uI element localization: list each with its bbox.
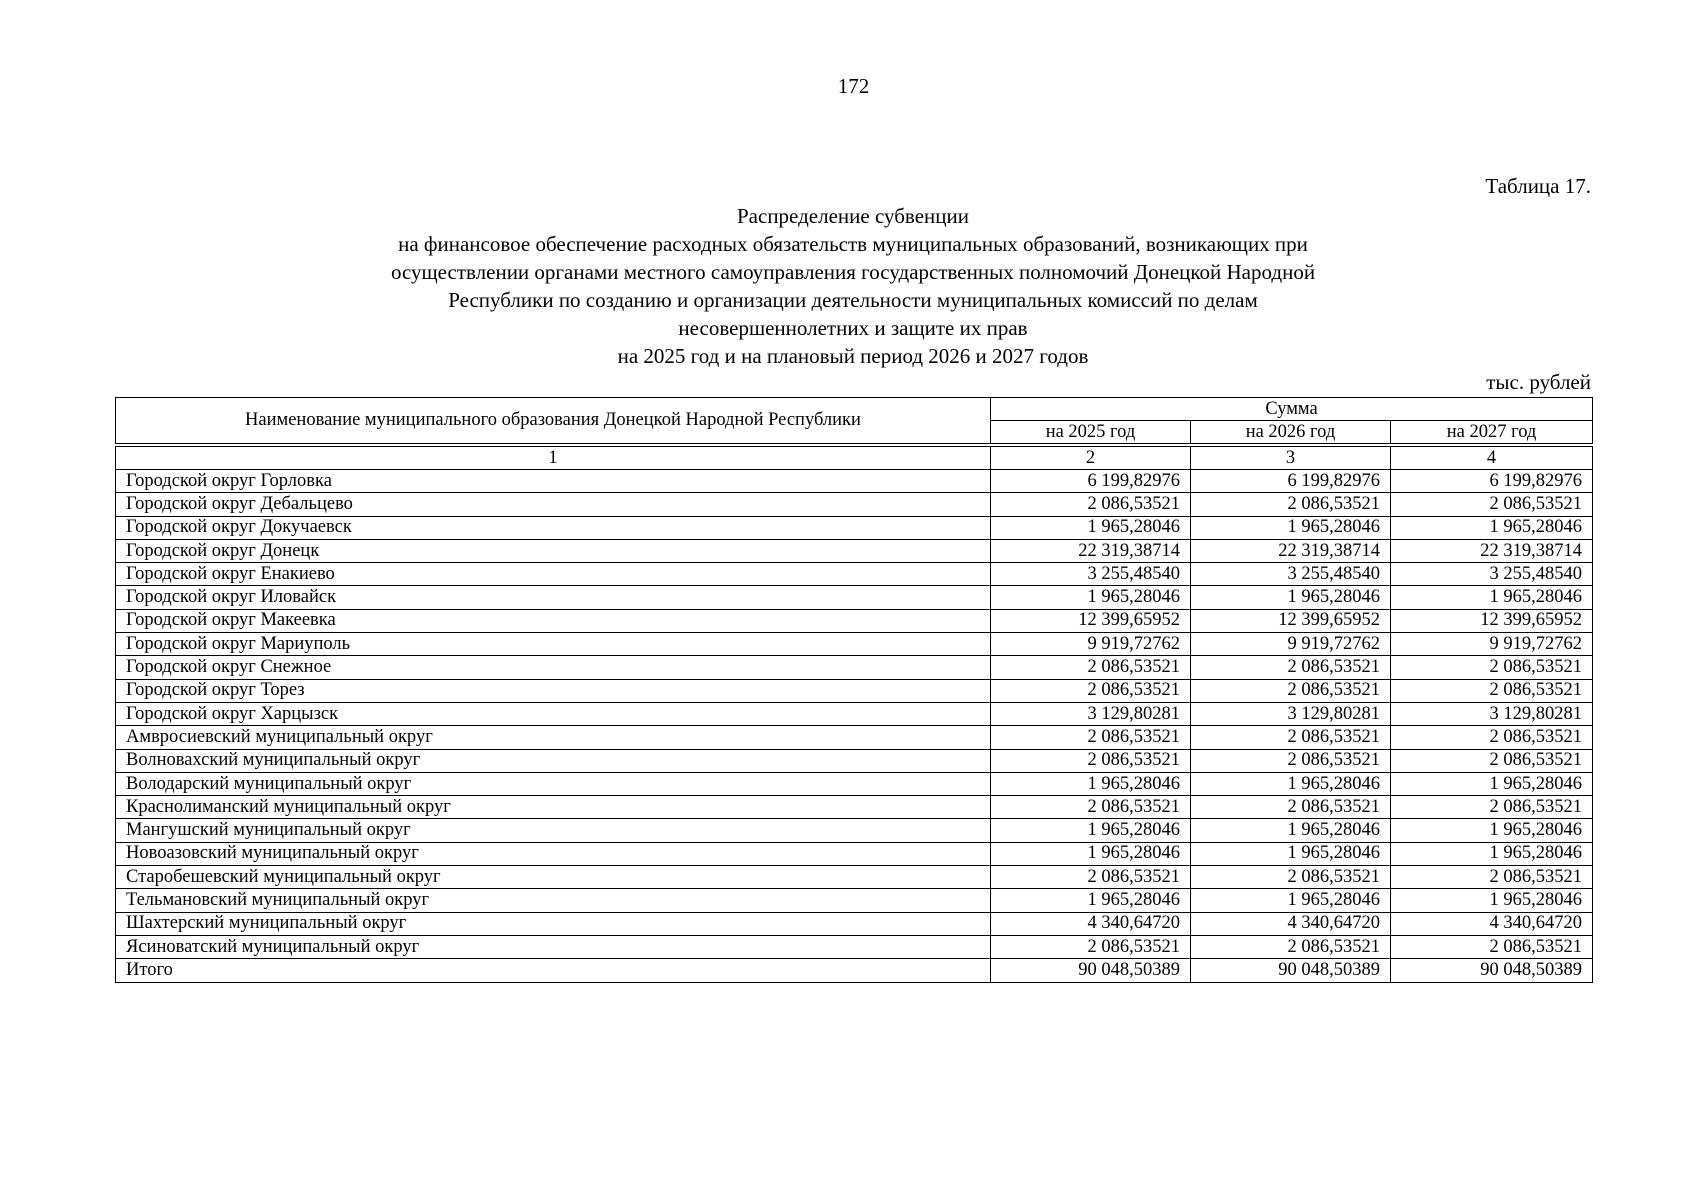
- municipality-name: Городской округ Торез: [116, 679, 991, 702]
- amount-2027: 3 255,48540: [1391, 563, 1593, 586]
- amount-2027: 1 965,28046: [1391, 516, 1593, 539]
- table-row: [116, 819, 1593, 842]
- amount-2026: 1 965,28046: [1191, 842, 1391, 865]
- amount-2026: 2 086,53521: [1191, 679, 1391, 702]
- amount-2026: 6 199,82976: [1191, 470, 1391, 493]
- municipality-name: Старобешевский муниципальный округ: [116, 866, 991, 889]
- municipality-name: Городской округ Горловка: [116, 470, 991, 493]
- municipality-name: Волновахский муниципальный округ: [116, 749, 991, 772]
- municipality-name: Городской округ Енакиево: [116, 563, 991, 586]
- amount-2027: 3 129,80281: [1391, 702, 1593, 725]
- table-label: Таблица 17.: [1485, 174, 1591, 198]
- table-row: [116, 702, 1593, 725]
- amount-2025: 12 399,65952: [991, 609, 1191, 632]
- municipality-name: Володарский муниципальный округ: [116, 772, 991, 795]
- header-sum: Сумма: [991, 398, 1593, 421]
- municipality-name: Новоазовский муниципальный округ: [116, 842, 991, 865]
- amount-2025: 90 048,50389: [991, 959, 1191, 982]
- amount-2027: 2 086,53521: [1391, 749, 1593, 772]
- table-row: [116, 563, 1593, 586]
- municipality-name: Городской округ Иловайск: [116, 586, 991, 609]
- amount-2025: 2 086,53521: [991, 493, 1191, 516]
- amount-2025: 2 086,53521: [991, 726, 1191, 749]
- amount-2026: 22 319,38714: [1191, 539, 1391, 562]
- table-row: [116, 796, 1593, 819]
- title-line: на 2025 год и на плановый период 2026 и 2027 годов: [617, 344, 1089, 368]
- amount-2027: 2 086,53521: [1391, 493, 1593, 516]
- amount-2025: 1 965,28046: [991, 842, 1191, 865]
- amount-2026: 2 086,53521: [1191, 935, 1391, 958]
- amount-2027: 22 319,38714: [1391, 539, 1593, 562]
- amount-2025: 1 965,28046: [991, 772, 1191, 795]
- amount-2027: 90 048,50389: [1391, 959, 1593, 982]
- amount-2025: 2 086,53521: [991, 796, 1191, 819]
- table-row: [116, 633, 1593, 656]
- header-year-2026: на 2026 год: [1191, 421, 1391, 446]
- municipality-name: Шахтерский муниципальный округ: [116, 912, 991, 935]
- amount-2026: 3 129,80281: [1191, 702, 1391, 725]
- amount-2025: 2 086,53521: [991, 935, 1191, 958]
- amount-2025: 1 965,28046: [991, 889, 1191, 912]
- table-row: [116, 726, 1593, 749]
- subvention-table: [115, 397, 1593, 983]
- title-line: Республики по созданию и организации деятельности муниципальных комиссий по делам: [448, 288, 1258, 312]
- table-row: [116, 493, 1593, 516]
- table-row: [116, 586, 1593, 609]
- amount-2025: 1 965,28046: [991, 516, 1191, 539]
- amount-2026: 1 965,28046: [1191, 586, 1391, 609]
- amount-2025: 1 965,28046: [991, 819, 1191, 842]
- municipality-name: Городской округ Харцызск: [116, 702, 991, 725]
- total-row: [116, 959, 1593, 982]
- municipality-name: Городской округ Макеевка: [116, 609, 991, 632]
- header-name: Наименование муниципального образования Донецкой Народной Республики: [116, 398, 991, 446]
- header-year-2027: на 2027 год: [1391, 421, 1593, 446]
- table-row: [116, 889, 1593, 912]
- amount-2026: 90 048,50389: [1191, 959, 1391, 982]
- amount-2027: 2 086,53521: [1391, 796, 1593, 819]
- municipality-name: Ясиноватский муниципальный округ: [116, 935, 991, 958]
- amount-2025: 9 919,72762: [991, 633, 1191, 656]
- amount-2026: 2 086,53521: [1191, 493, 1391, 516]
- amount-2026: 2 086,53521: [1191, 866, 1391, 889]
- municipality-name: Мангушский муниципальный округ: [116, 819, 991, 842]
- municipality-name: Городской округ Докучаевск: [116, 516, 991, 539]
- table-row: [116, 609, 1593, 632]
- amount-2027: 1 965,28046: [1391, 819, 1593, 842]
- amount-2025: 1 965,28046: [991, 586, 1191, 609]
- table-row: [116, 866, 1593, 889]
- title-line: Распределение субвенции: [737, 204, 969, 228]
- amount-2025: 2 086,53521: [991, 749, 1191, 772]
- amount-2026: 2 086,53521: [1191, 726, 1391, 749]
- municipality-name: Городской округ Снежное: [116, 656, 991, 679]
- amount-2026: 1 965,28046: [1191, 516, 1391, 539]
- table-row: [116, 842, 1593, 865]
- amount-2027: 1 965,28046: [1391, 889, 1593, 912]
- amount-2027: 1 965,28046: [1391, 772, 1593, 795]
- amount-2026: 3 255,48540: [1191, 563, 1391, 586]
- table-row: [116, 516, 1593, 539]
- municipality-name: Городской округ Донецк: [116, 539, 991, 562]
- amount-2026: 2 086,53521: [1191, 749, 1391, 772]
- amount-2026: 2 086,53521: [1191, 656, 1391, 679]
- amount-2026: 9 919,72762: [1191, 633, 1391, 656]
- amount-2026: 1 965,28046: [1191, 819, 1391, 842]
- amount-2025: 4 340,64720: [991, 912, 1191, 935]
- title-line: осуществлении органами местного самоуправления государственных полномочий Донецкой Народной: [390, 260, 1316, 284]
- column-number: 3: [1191, 445, 1391, 470]
- amount-2026: 1 965,28046: [1191, 772, 1391, 795]
- header-year-2025: на 2025 год: [991, 421, 1191, 446]
- amount-2025: 2 086,53521: [991, 679, 1191, 702]
- amount-2027: 1 965,28046: [1391, 586, 1593, 609]
- amount-2027: 2 086,53521: [1391, 726, 1593, 749]
- amount-2027: 2 086,53521: [1391, 656, 1593, 679]
- page-number: 172: [837, 74, 870, 98]
- amount-2027: 2 086,53521: [1391, 679, 1593, 702]
- table-row: [116, 539, 1593, 562]
- municipality-name: Итого: [116, 959, 991, 982]
- amount-2025: 22 319,38714: [991, 539, 1191, 562]
- amount-2025: 2 086,53521: [991, 866, 1191, 889]
- column-number: 2: [991, 445, 1191, 470]
- amount-2026: 4 340,64720: [1191, 912, 1391, 935]
- municipality-name: Городской округ Дебальцево: [116, 493, 991, 516]
- amount-2027: 1 965,28046: [1391, 842, 1593, 865]
- document-title: [115, 202, 1591, 370]
- amount-2027: 9 919,72762: [1391, 633, 1593, 656]
- municipality-name: Краснолиманский муниципальный округ: [116, 796, 991, 819]
- title-line: на финансовое обеспечение расходных обязательств муниципальных образований, возникающих при: [398, 232, 1308, 256]
- amount-2025: 2 086,53521: [991, 656, 1191, 679]
- units-label: тыс. рублей: [1486, 370, 1591, 394]
- amount-2027: 6 199,82976: [1391, 470, 1593, 493]
- amount-2026: 1 965,28046: [1191, 889, 1391, 912]
- column-numbers-row: [116, 445, 1593, 470]
- municipality-name: Тельмановский муниципальный округ: [116, 889, 991, 912]
- amount-2027: 4 340,64720: [1391, 912, 1593, 935]
- amount-2027: 2 086,53521: [1391, 935, 1593, 958]
- amount-2026: 2 086,53521: [1191, 796, 1391, 819]
- amount-2025: 3 255,48540: [991, 563, 1191, 586]
- amount-2027: 2 086,53521: [1391, 866, 1593, 889]
- table-row: [116, 912, 1593, 935]
- table-row: [116, 772, 1593, 795]
- column-number: 1: [116, 445, 991, 470]
- amount-2027: 12 399,65952: [1391, 609, 1593, 632]
- column-number: 4: [1391, 445, 1593, 470]
- table-row: [116, 470, 1593, 493]
- title-line: несовершеннолетних и защите их прав: [678, 316, 1028, 340]
- table-row: [116, 679, 1593, 702]
- municipality-name: Городской округ Мариуполь: [116, 633, 991, 656]
- table-row: [116, 656, 1593, 679]
- municipality-name: Амвросиевский муниципальный округ: [116, 726, 991, 749]
- amount-2025: 6 199,82976: [991, 470, 1191, 493]
- amount-2025: 3 129,80281: [991, 702, 1191, 725]
- table-row: [116, 935, 1593, 958]
- table-row: [116, 749, 1593, 772]
- amount-2026: 12 399,65952: [1191, 609, 1391, 632]
